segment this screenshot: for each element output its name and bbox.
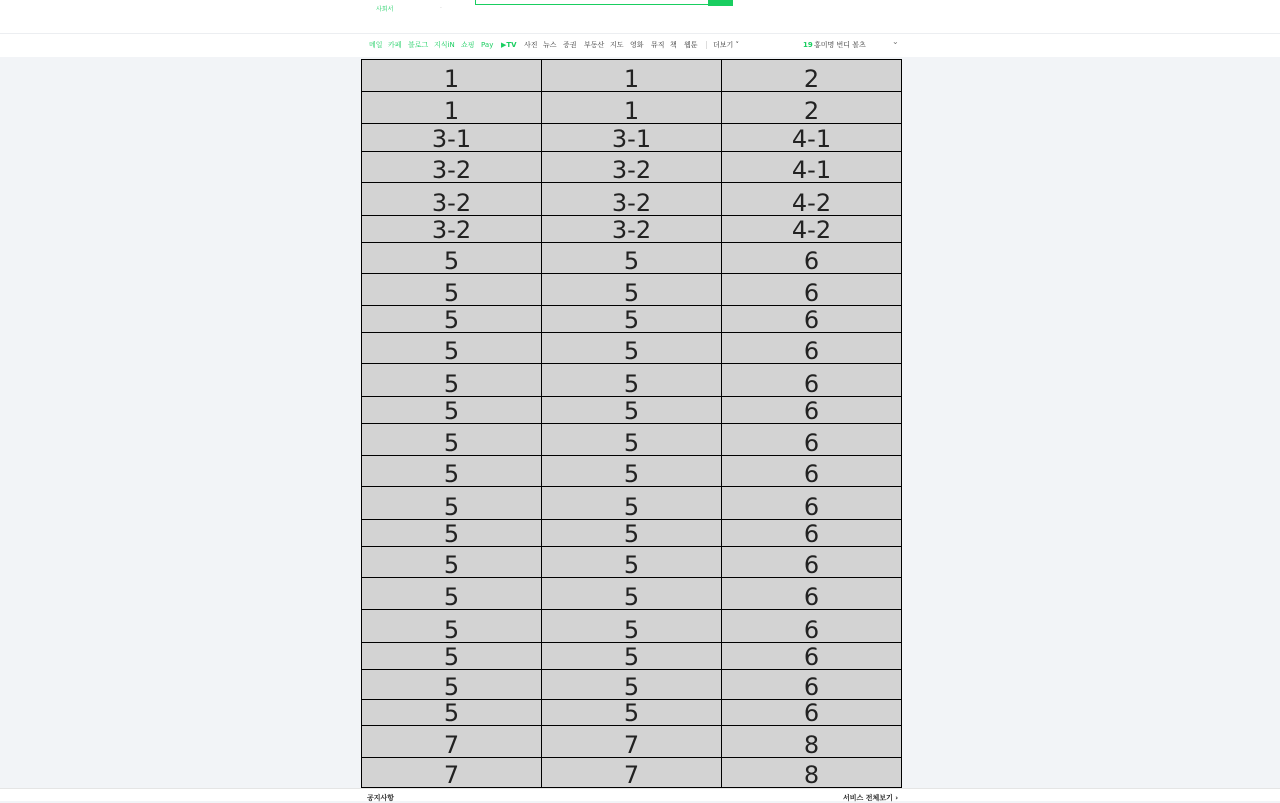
table-cell: 5 [542,669,722,699]
table-cell: 5 [542,609,722,642]
service-nav [0,34,1280,57]
table-cell: 7 [542,726,722,757]
nav-tv[interactable]: ▶TV [501,41,517,49]
divider-dot: · [440,5,442,12]
table-cell: 5 [542,274,722,305]
table-cell: 5 [362,332,542,363]
table-row [362,578,902,609]
table-cell: 6 [722,486,902,519]
table-cell: 3-2 [362,151,542,182]
all-services-link[interactable]: 서비스 전체보기 › [843,794,899,802]
table-cell: 1 [542,60,722,92]
adult-badge: 19 [803,41,813,49]
table-cell: 3-1 [362,124,542,151]
table-cell: 1 [542,92,722,124]
more-button[interactable] [713,40,739,50]
nav-realestate[interactable]: 부동산 [584,41,605,49]
weather-text: 사회서 [376,6,394,13]
table-cell: 8 [722,726,902,757]
table-row [362,182,902,215]
table-row [362,700,902,726]
table-cell: 5 [542,424,722,455]
table-row [362,243,902,274]
table-cell: 1 [362,92,542,124]
footer [0,788,1280,801]
table-cell: 5 [542,305,722,332]
nav-kin[interactable]: 지식iN [434,41,455,49]
table-cell: 5 [542,578,722,609]
table-row [362,216,902,243]
table-cell: 6 [722,609,902,642]
table-row [362,363,902,396]
nav-mail[interactable]: 메일 [369,41,383,49]
table-cell: 5 [362,363,542,396]
table-cell: 4-1 [722,124,902,151]
nav-stock[interactable]: 증권 [563,41,577,49]
table-cell: 5 [542,363,722,396]
top-bar [0,0,1280,34]
table-cell: 5 [542,486,722,519]
table-cell: 6 [722,700,902,726]
nav-webtoon[interactable]: 웹툰 [684,41,698,49]
table-cell: 5 [362,700,542,726]
table-cell: 6 [722,547,902,578]
table-cell: 5 [362,274,542,305]
table-cell: 3-1 [542,124,722,151]
table-cell: 6 [722,669,902,699]
nav-divider [706,41,707,49]
table-row [362,151,902,182]
table-cell: 5 [542,243,722,274]
table-row [362,397,902,424]
nav-pay[interactable]: Pay [481,41,494,49]
table-cell: 7 [362,757,542,787]
table-cell: 5 [542,332,722,363]
table-cell: 2 [722,92,902,124]
table-cell: 3-2 [542,151,722,182]
search-button[interactable] [708,0,733,6]
table-cell: 4-1 [722,151,902,182]
table-cell: 3-2 [362,216,542,243]
table-row [362,424,902,455]
table-cell: 6 [722,520,902,547]
table-cell: 6 [722,274,902,305]
table-cell: 5 [362,520,542,547]
table-cell: 5 [542,455,722,486]
nav-photo[interactable]: 사진 [524,41,538,49]
table-cell: 5 [542,642,722,669]
chevron-down-icon[interactable]: ⌄ [892,37,899,46]
table-row [362,60,902,92]
table-cell: 5 [542,547,722,578]
table-cell: 2 [722,60,902,92]
table-cell: 6 [722,243,902,274]
table-row [362,274,902,305]
adult-link[interactable]: 홍미명 번디 볼츠 [814,41,866,49]
table-cell: 5 [362,486,542,519]
table-cell: 6 [722,455,902,486]
table-cell: 5 [362,455,542,486]
table-row [362,726,902,757]
table-row [362,92,902,124]
table-cell: 7 [542,757,722,787]
table-row [362,332,902,363]
table-row [362,669,902,699]
table-cell: 5 [362,305,542,332]
table-row [362,757,902,787]
table-cell: 5 [542,397,722,424]
nav-shopping[interactable]: 쇼핑 [461,41,475,49]
table-row [362,486,902,519]
table-cell: 1 [362,60,542,92]
table-cell: 4-2 [722,216,902,243]
table-cell: 6 [722,363,902,396]
table-cell: 5 [362,609,542,642]
table-row [362,124,902,151]
table-cell: 4-2 [722,182,902,215]
table-cell: 8 [722,757,902,787]
table-cell: 5 [362,243,542,274]
data-table [361,59,902,788]
table-cell: 5 [362,642,542,669]
table-cell: 3-2 [542,182,722,215]
notice-link[interactable]: 공지사항 [367,794,395,802]
table-row [362,455,902,486]
table-cell: 6 [722,332,902,363]
table-cell: 6 [722,305,902,332]
table-row [362,642,902,669]
nav-cafe[interactable]: 카페 [388,41,402,49]
table-cell: 5 [542,700,722,726]
nav-movie[interactable]: 영화 [630,41,644,49]
table-row [362,547,902,578]
search-input[interactable] [475,0,710,5]
table-cell: 5 [362,669,542,699]
nav-news[interactable]: 뉴스 [543,41,557,49]
nav-music[interactable]: 뮤직 [651,41,665,49]
table-cell: 5 [362,424,542,455]
nav-map[interactable]: 지도 [610,41,624,49]
table-row [362,520,902,547]
table-row [362,305,902,332]
table-cell: 5 [542,520,722,547]
table-cell: 3-2 [542,216,722,243]
table-cell: 6 [722,397,902,424]
table-cell: 5 [362,397,542,424]
nav-book[interactable]: 책 [670,41,677,49]
table-cell: 6 [722,424,902,455]
table-cell: 5 [362,578,542,609]
nav-blog[interactable]: 블로그 [408,41,429,49]
table-cell: 3-2 [362,182,542,215]
chevron-down-icon: ˅ [733,41,740,49]
table-cell: 5 [362,547,542,578]
table-row [362,609,902,642]
table-cell: 6 [722,578,902,609]
more-label: 더보기 [713,41,734,49]
table-cell: 7 [362,726,542,757]
table-cell: 6 [722,642,902,669]
